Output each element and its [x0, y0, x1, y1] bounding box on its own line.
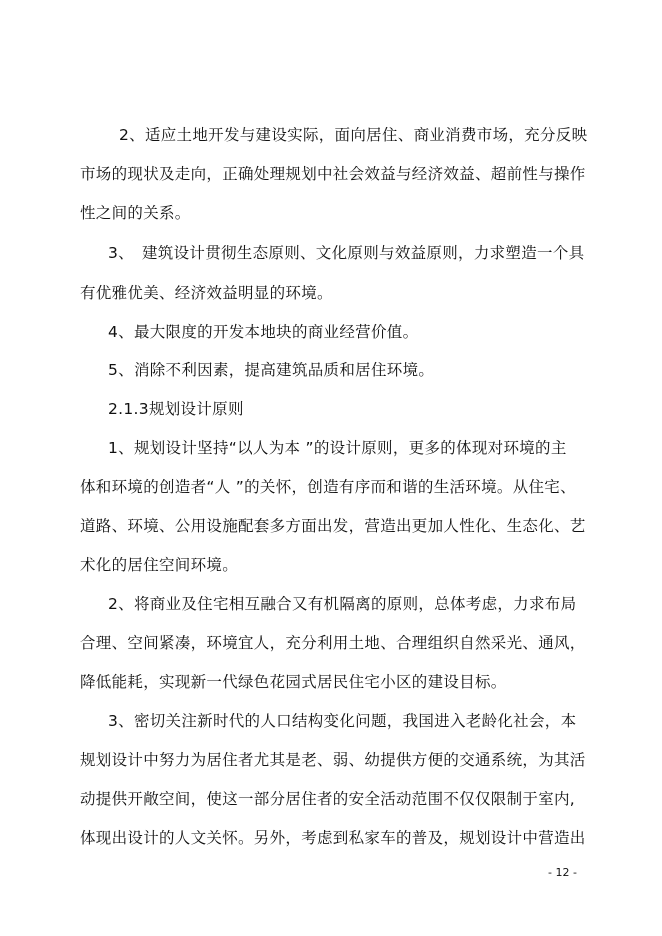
- text-line: 市场的现状及走向，正确处理规划中社会效益与经济效益、超前性与操作: [80, 165, 586, 183]
- text-line: 性之间的关系。: [80, 204, 191, 222]
- text-line: 1、规划设计坚持“以人为本 ”的设计原则，更多的体现对环境的主: [108, 439, 567, 457]
- text-line: 2、将商业及住宅相互融合又有机隔离的原则，总体考虑，力求布局: [108, 595, 577, 613]
- text-line: 动提供开敞空间，使这一部分居住者的安全活动范围不仅仅限制于室内,: [80, 790, 576, 808]
- text-line: 降低能耗，实现新一代绿色花园式居民住宅小区的建设目标。: [80, 673, 507, 691]
- text-line: 体和环境的创造者“人 ”的关怀，创造有序而和谐的生活环境。从住宅、: [80, 478, 576, 496]
- section-heading: 2.1.3规划设计原则: [108, 400, 244, 418]
- text-line: 体现出设计的人文关怀。另外，考虑到私家车的普及，规划设计中营造出: [80, 829, 586, 847]
- text-line: 3、密切关注新时代的人口结构变化问题，我国进入老龄化社会，本: [108, 712, 577, 730]
- page-number: - 12 -: [548, 866, 577, 879]
- text-line: 4、最大限度的开发本地块的商业经营价值。: [108, 323, 419, 341]
- text-line: 2、适应土地开发与建设实际，面向居住、商业消费市场，充分反映: [119, 126, 588, 144]
- text-line: 规划设计中努力为居住者尤其是老、弱、幼提供方便的交通系统，为其活: [80, 751, 586, 769]
- text-line: 有优雅优美、经济效益明显的环境。: [80, 284, 333, 302]
- text-line: 合理、空间紧凑，环境宜人，充分利用土地、合理组织自然采光、通风，: [80, 634, 586, 652]
- text-line: 5、消除不利因素，提高建筑品质和居住环境。: [108, 361, 435, 379]
- text-line: 道路、环境、公用设施配套多方面出发，营造出更加人性化、生态化、艺: [80, 517, 586, 535]
- text-line: 术化的居住空间环境。: [80, 556, 239, 574]
- text-line: 3、 建筑设计贯彻生态原则、文化原则与效益原则，力求塑造一个具: [108, 244, 585, 262]
